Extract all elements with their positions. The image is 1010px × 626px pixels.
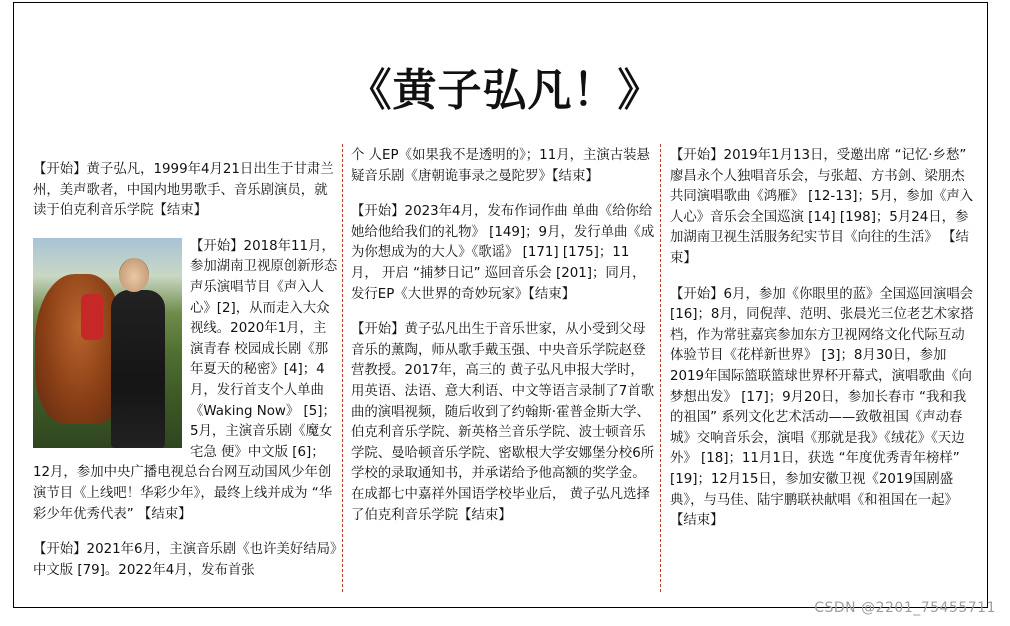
column-3	[670, 146, 976, 594]
paragraph-2023: 【开始】2023年4月，发布作词作曲 单曲《给你给她给他给我们的礼物》 [149]；9月，发行单曲《成为你想成为的大人》《歌谣》 [171] [175]；11月， 开启 “捕梦日记” 巡回音乐会 [201]；同月，发行EP《大世界的奇妙玩家》【结束】	[351, 204, 655, 302]
paragraph-intro: 【开始】黄子弘凡，1999年4月21日出生于甘肃兰州，美声歌者，中国内地男歌手、音乐剧演员，就读于伯克利音乐学院【结束】	[33, 162, 334, 219]
column-divider-right	[660, 144, 661, 592]
paragraph-2021: 【开始】2021年6月，主演音乐剧《也许美好结局》中文版 [79]。2022年4月，发布首张	[33, 542, 337, 578]
paragraph-2019-jan: 【开始】2019年1月13日，受邀出席 “记忆·乡愁” 廖昌永个人独唱音乐会，与张超、方书剑、梁朋杰共同演唱歌曲《鸿雁》 [12-13]；5月，参加《声入人心》音乐会全国巡演 [14] [198]；5月24日，参加湖南卫视生活服务纪实节目《向往的生活》 【结束】	[670, 148, 974, 266]
paragraph-ep-continued: 个 人EP《如果我不是透明的》；11月，主演古装悬疑音乐剧《唐朝诡事录之曼陀罗》【结束】	[351, 148, 650, 184]
paragraph-background: 【开始】黄子弘凡出生于音乐世家，从小受到父母音乐的薰陶，师从歌手戴玉强、中央音乐学院赵登营教授。2017年，高三的 黄子弘凡申报大学时，用英语、法语、意大利语、中文等语言录制了7首歌曲的演唱视频，随后收到了约翰斯·霍普金斯大学、伯克利音乐学院、新英格兰音乐学院、波士顿音乐学院、曼哈顿音乐学院、密歇根大学安娜堡分校6所学校的录取通知书，并承诺给予他高额的奖学金。在成都七中嘉祥外国语学校毕业后， 黄子弘凡选择了伯克利音乐学院【结束】	[351, 322, 655, 523]
csdn-watermark: CSDN @2201_75455711	[814, 600, 996, 616]
horse-shape	[35, 274, 123, 424]
paragraph-2018-text: 【开始】2018年11月，参加湖南卫视原创新形态声乐演唱节目《声入人心》[2]，从而走入大众视线。2020年1月，主演青春 校园成长剧《那年夏天的秘密》[4]；4月，发行首支个人单曲《Waking Now》 [5]；5月，主演音乐剧《魔女宅急 便》中文版 [6]；12月，参加中央广播电视总台台网互动国风少年创演节目《上线吧！华彩少年》，最终上线并成为 “华彩少年优秀代表” 【结束】	[33, 238, 338, 522]
person-head-shape	[119, 258, 149, 292]
portrait-with-horse-photo	[33, 238, 182, 448]
paragraph-2018-with-photo	[33, 237, 338, 525]
person-body-shape	[111, 290, 165, 448]
column-divider-left	[342, 144, 343, 592]
page-title: 《黄子弘凡！》	[347, 65, 663, 116]
paragraph-2019-jun: 【开始】6月，参加《你眼里的蓝》全国巡回演唱会 [16]；8月，同倪萍、范明、张晨光三位老艺术家搭档，作为常驻嘉宾参加东方卫视网络文化代际互动体验节目《花样新世界》 [3]；8月30日，参加2019年国际篮联篮球世界杯开幕式，演唱歌曲《向梦想出发》 [17]；9月20日，参加长春市 “我和我的祖国” 系列文化艺术活动——致敬祖国《声动春城》交响音乐会，演唱《那就是我》《绒花》《天边外》 [18]；11月1日，获选 “年度优秀青年榜样” [19]；12月15日，参加安徽卫视《2019国剧盛典》，与马佳、陆宇鹏联袂献唱《和祖国在一起》【结束】	[670, 286, 974, 529]
column-2	[351, 146, 656, 594]
column-1	[33, 160, 338, 608]
horse-bridle-shape	[81, 294, 103, 340]
